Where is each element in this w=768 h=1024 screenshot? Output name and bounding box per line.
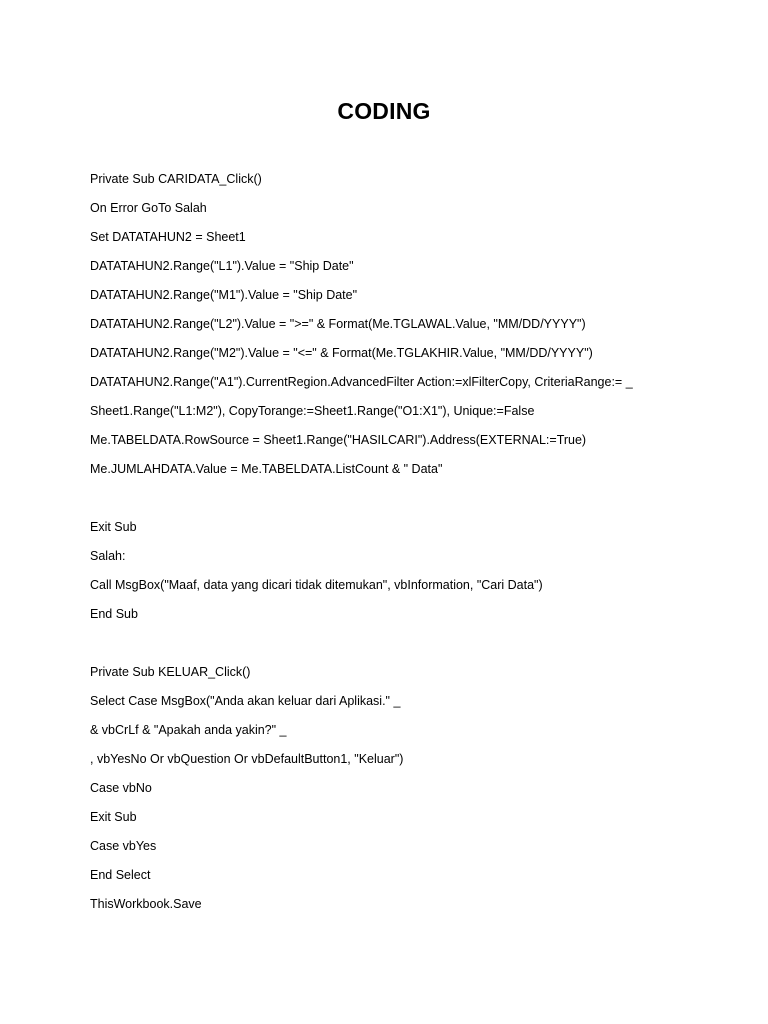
code-line: DATATAHUN2.Range("A1").CurrentRegion.AdvancedFilter Action:=xlFilterCopy, CriteriaRange:= _	[90, 375, 633, 389]
code-line: , vbYesNo Or vbQuestion Or vbDefaultButton1, "Keluar")	[90, 752, 404, 766]
blank-line	[90, 633, 750, 662]
code-line: & vbCrLf & "Apakah anda yakin?" _	[90, 723, 287, 737]
code-line: DATATAHUN2.Range("L2").Value = ">=" & Format(Me.TGLAWAL.Value, "MM/DD/YYYY")	[90, 317, 586, 331]
code-line: Me.TABELDATA.RowSource = Sheet1.Range("HASILCARI").Address(EXTERNAL:=True)	[90, 433, 587, 447]
page-title: CODING	[337, 98, 431, 124]
code-listing	[90, 169, 750, 923]
code-line: Salah:	[90, 549, 126, 563]
code-line: Case vbNo	[90, 781, 152, 795]
code-line: Sheet1.Range("L1:M2"), CopyTorange:=Sheet1.Range("O1:X1"), Unique:=False	[90, 404, 535, 418]
code-line: DATATAHUN2.Range("L1").Value = "Ship Date"	[90, 259, 354, 273]
code-line: Exit Sub	[90, 810, 137, 824]
code-line: DATATAHUN2.Range("M1").Value = "Ship Date"	[90, 288, 358, 302]
code-line: Set DATATAHUN2 = Sheet1	[90, 230, 246, 244]
code-line: Call MsgBox("Maaf, data yang dicari tidak ditemukan", vbInformation, "Cari Data")	[90, 578, 543, 592]
code-line: Select Case MsgBox("Anda akan keluar dari Aplikasi." _	[90, 694, 401, 708]
code-line: End Sub	[90, 607, 138, 621]
code-line: On Error GoTo Salah	[90, 201, 207, 215]
code-line: Private Sub CARIDATA_Click()	[90, 172, 262, 186]
code-line: Case vbYes	[90, 839, 157, 853]
code-line: Private Sub KELUAR_Click()	[90, 665, 251, 679]
blank-line	[90, 488, 750, 517]
code-line: End Select	[90, 868, 151, 882]
code-line: Exit Sub	[90, 520, 137, 534]
code-line: Me.JUMLAHDATA.Value = Me.TABELDATA.ListCount & " Data"	[90, 462, 443, 476]
code-line: DATATAHUN2.Range("M2").Value = "<=" & Format(Me.TGLAKHIR.Value, "MM/DD/YYYY")	[90, 346, 593, 360]
code-line: ThisWorkbook.Save	[90, 897, 202, 911]
